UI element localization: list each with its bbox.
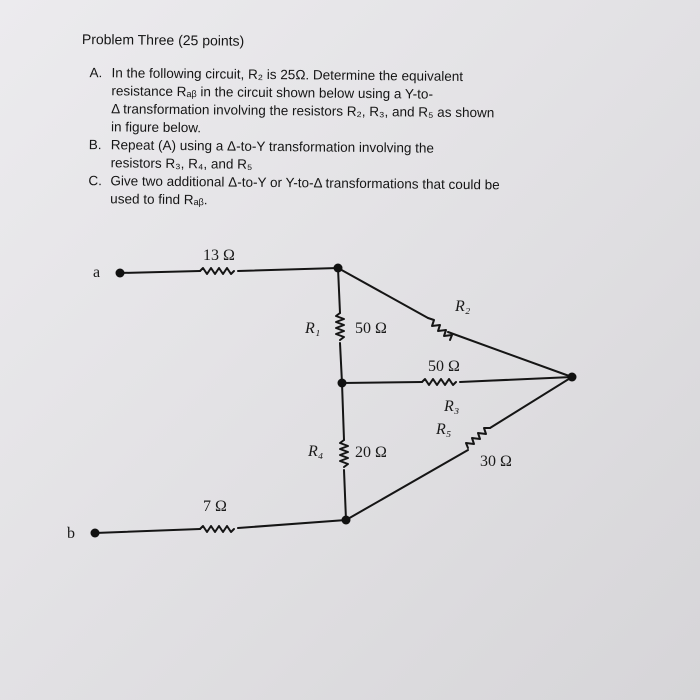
wire-r4-top (342, 383, 344, 440)
wire-r3-left (342, 382, 422, 383)
resistor-7-ohm (200, 526, 234, 532)
part-b-line: resistors R₃, R₄, and R₅ (110, 155, 253, 172)
wire-r2-left (338, 268, 428, 318)
wire-r2-right (448, 332, 572, 377)
r1-value: 50 Ω (355, 320, 387, 337)
terminal-a-dot (116, 269, 125, 278)
wire-r4-bottom (344, 470, 346, 520)
resistor-r2 (428, 318, 452, 340)
terminal-b-label: b (67, 525, 75, 542)
part-a-line: In the following circuit, R₂ is 25Ω. Determine the equivalent (111, 65, 464, 84)
part-b-line: Repeat (A) using a Δ-to-Y transformation involving the (110, 137, 435, 156)
wire-bottom-left (95, 529, 200, 533)
node-bottom (342, 516, 351, 525)
wire-r5-right (490, 377, 572, 428)
bottom-resistor-value: 7 Ω (203, 498, 227, 515)
r4-name: R₄ (308, 443, 324, 460)
r5-name: R₅ (436, 421, 452, 438)
part-a-line: Δ transformation involving the resistors R₂, R₃, and R₅ as shown (111, 101, 495, 121)
node-top (334, 264, 343, 273)
terminal-b-dot (91, 529, 100, 538)
node-right (568, 373, 577, 382)
top-resistor-value: 13 Ω (203, 247, 235, 264)
wire-top-right (238, 268, 338, 271)
resistor-13-ohm (200, 268, 234, 274)
r3-name: R₃ (444, 398, 460, 415)
part-c-line: used to find Rₐᵦ. (110, 191, 208, 208)
part-a-line: resistance Rₐᵦ in the circuit shown below using a Y-to- (111, 83, 434, 102)
r1-name: R₁ (305, 320, 321, 337)
problem-title: Problem Three (25 points) (81, 30, 245, 49)
resistor-r3 (422, 379, 456, 385)
r2-name: R₂ (455, 298, 471, 315)
r3-value: 50 Ω (428, 358, 460, 375)
wire-bottom-right (238, 520, 346, 528)
resistor-r4 (340, 440, 348, 467)
wire-r1-top (338, 268, 340, 313)
r4-value: 20 Ω (355, 444, 387, 461)
wire-r1-bottom (340, 343, 342, 383)
terminal-a-label: a (93, 264, 101, 281)
part-b-letter: B. (88, 137, 102, 153)
part-c-line: Give two additional Δ-to-Y or Y-to-Δ transformations that could be (110, 173, 500, 193)
wire-top-left (120, 271, 200, 273)
wire-r3-right (460, 377, 572, 382)
node-middle (338, 379, 347, 388)
part-c-letter: C. (88, 173, 103, 189)
part-a-line: in figure below. (110, 119, 202, 136)
resistor-r1 (336, 313, 344, 340)
r5-value: 30 Ω (480, 453, 512, 470)
resistor-r5 (466, 428, 490, 448)
part-a-letter: A. (89, 65, 103, 81)
